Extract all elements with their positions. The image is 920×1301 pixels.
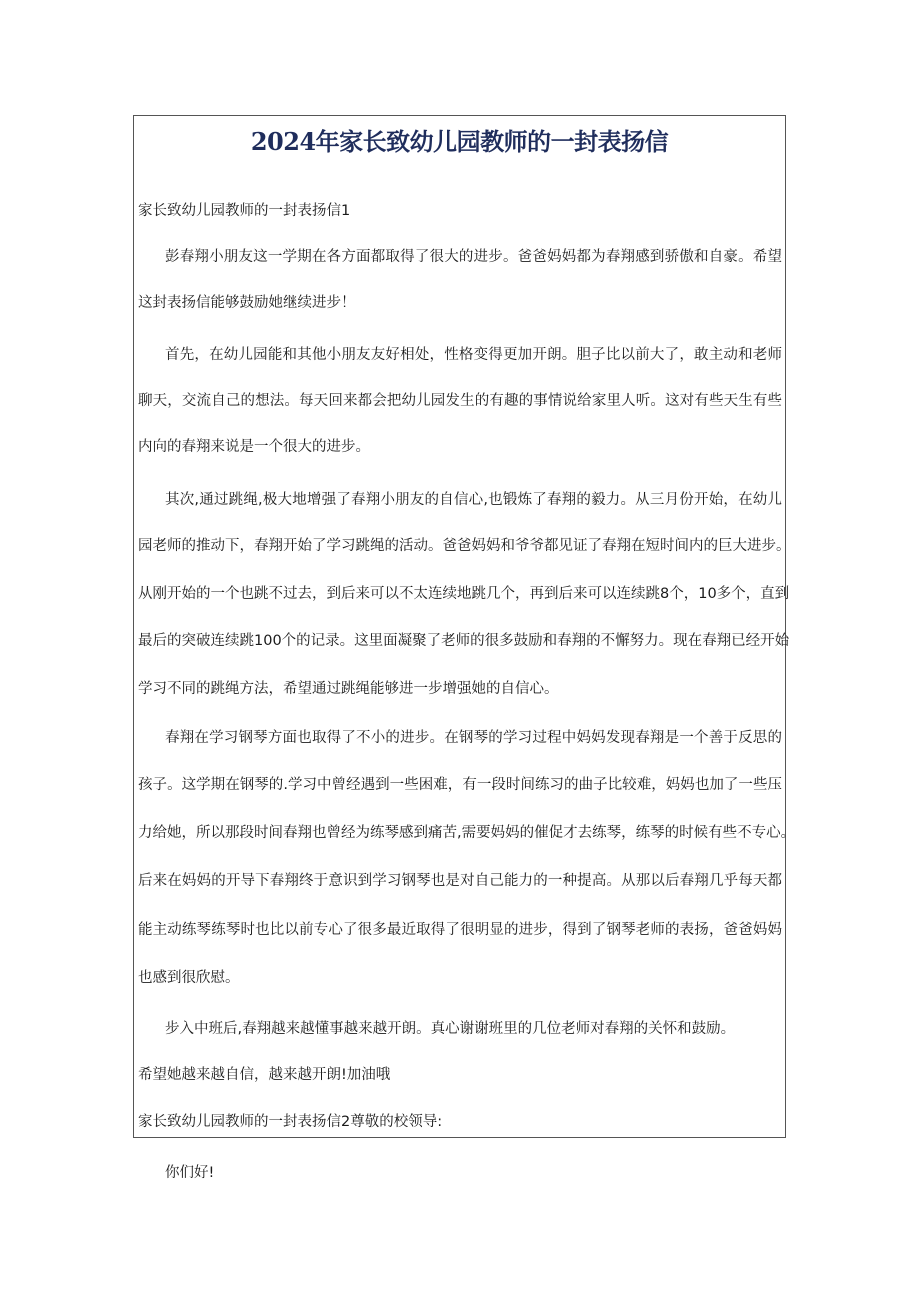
paragraph3-line: 最后的突破连续跳100个的记录。这里面凝聚了老师的很多鼓励和春翔的不懈努力。现在春翔已经开始 [138,633,790,649]
paragraph4-line: 后来在妈妈的开导下春翔终于意识到学习钢琴也是对自己能力的一种提高。从那以后春翔几乎每天都 [138,873,782,889]
paragraph3-line: 从刚开始的一个也跳不过去，到后来可以不太连续地跳几个，再到后来可以连续跳8个，10多个，直到 [138,586,790,602]
paragraph4-line: 力给她，所以那段时间春翔也曾经为练琴感到痛苦,需要妈妈的催促才去练琴，练琴的时候有些不专心。 [138,825,796,841]
paragraph2-line: 聊天，交流自己的想法。每天回来都会把幼儿园发生的有趣的事情说给家里人听。这对有些天生有些 [138,393,782,409]
paragraph3-line: 学习不同的跳绳方法，希望通过跳绳能够进一步增强她的自信心。 [138,681,559,697]
greeting: 你们好! [165,1165,215,1181]
paragraph4-line: 也感到很欣慰。 [138,970,240,986]
paragraph5: 步入中班后,春翔越来越懂事越来越开朗。真心谢谢班里的几位老师对春翔的关怀和鼓励。 [165,1021,736,1037]
paragraph3-line: 其次,通过跳绳,极大地增强了春翔小朋友的自信心,也锻炼了春翔的毅力。从三月份开始，在幼儿 [165,492,782,508]
paragraph2-line: 首先，在幼儿园能和其他小朋友友好相处，性格变得更加开朗。胆子比以前大了，敢主动和老师 [165,347,782,363]
document-title: 2024年家长致幼儿园教师的一封表扬信 [250,127,669,156]
paragraph4-line: 孩子。这学期在钢琴的.学习中曾经遇到一些困难，有一段时间练习的曲子比较难，妈妈也加了一些压 [138,777,782,793]
section1-heading: 家长致幼儿园教师的一封表扬信1 [138,203,351,219]
paragraph2-line: 内向的春翔来说是一个很大的进步。 [138,439,370,455]
paragraph1-line: 彭春翔小朋友这一学期在各方面都取得了很大的进步。爸爸妈妈都为春翔感到骄傲和自豪。希望 [165,249,782,265]
paragraph4-line: 春翔在学习钢琴方面也取得了不小的进步。在钢琴的学习过程中妈妈发现春翔是一个善于反思的 [165,730,782,746]
paragraph1-line: 这封表扬信能够鼓励她继续进步！ [138,295,356,311]
closing-wish: 希望她越来越自信，越来越开朗!加油哦 [138,1067,391,1083]
paragraph4-line: 能主动练琴练琴时也比以前专心了很多最近取得了很明显的进步，得到了钢琴老师的表扬，爸爸妈妈 [138,922,782,938]
section2-heading: 家长致幼儿园教师的一封表扬信2尊敬的校领导: [138,1114,443,1130]
paragraph3-line: 园老师的推动下，春翔开始了学习跳绳的活动。爸爸妈妈和爷爷都见证了春翔在短时间内的巨大进步。 [138,538,791,554]
